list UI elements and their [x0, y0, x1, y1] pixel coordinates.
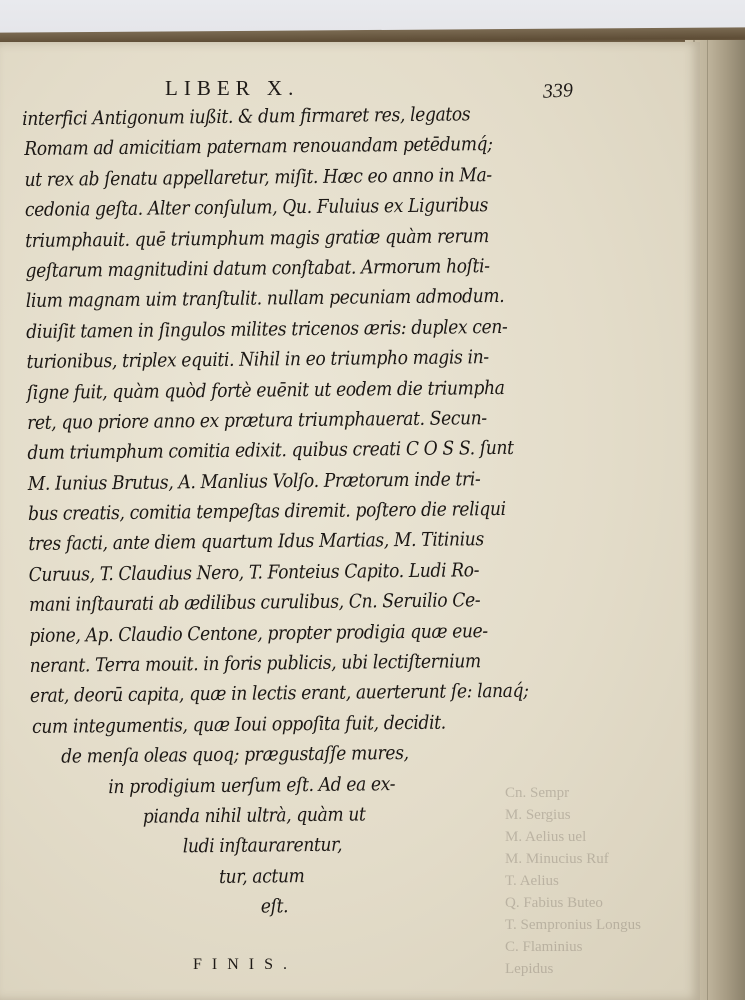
text-line: triumphauit. quē triumphum magis gratiæ quàm rerum	[25, 224, 490, 252]
text-line: pione, Ap. Claudio Centone, propter prodigia quæ eue-	[29, 619, 488, 647]
text-line: Romam ad amicitiam paternam renouandam petēdumq́;	[24, 133, 493, 161]
text-line: erat, deorū capita, quæ in lectis erant, auerterunt ſe: lanaq́;	[29, 680, 529, 708]
bleed-through-line: Cn. Sempr	[505, 785, 570, 801]
text-line: de menſa oleas quoq; prægustaſſe mures,	[61, 742, 409, 768]
text-line: cum integumentis, quæ Ioui oppoſita fuit, decidit.	[32, 711, 446, 738]
text-line: pianda nihil ultrà, quàm ut	[142, 803, 366, 828]
bleed-through-line: C. Flaminius	[505, 939, 583, 955]
text-line: dum triumphum comitia edixit. quibus creati C O S S. ſunt	[27, 437, 514, 465]
text-line: ut rex ab ſenatu appellaretur, miſit. Hæc eo anno in Ma-	[24, 163, 492, 191]
text-line: lium magnam uim tranſtulit. nullam pecuniam admodum.	[25, 285, 505, 313]
text-line: cedonia geſta. Alter conſulum, Qu. Fuluius ex Liguribus	[24, 194, 489, 222]
bleed-through-line: Lepidus	[505, 961, 554, 977]
text-line: ſigne fuit, quàm quòd fortè euēnit ut eodem die triumpha	[26, 376, 505, 404]
bleed-through-line: M. Aelius uel	[505, 829, 587, 845]
text-line: in prodigium uerſum eſt. Ad ea ex-	[108, 772, 396, 798]
text-line: mani inſtaurati ab ædilibus curulibus, Cn. Seruilio Ce-	[28, 589, 481, 617]
bleed-through-line: Q. Fabius Buteo	[505, 895, 603, 911]
bleed-through-line: M. Minucius Ruf	[505, 851, 609, 867]
text-line: Curuus, T. Claudius Nero, T. Fonteius Capito. Ludi Ro-	[28, 559, 480, 586]
text-line: M. Iunius Brutus, A. Manlius Volſo. Prætorum inde tri-	[27, 467, 481, 495]
bleed-through-line: M. Sergius	[505, 807, 571, 823]
text-line: ludi inſtaurarentur,	[182, 834, 343, 858]
text-line: turionibus, triplex equiti. Nihil in eo triumpho magis in-	[26, 346, 489, 374]
text-line: geſtarum magnitudini datum conſtabat. Armorum hoſti-	[25, 255, 490, 282]
text-line: eſt.	[260, 895, 289, 918]
page-number: 339	[542, 79, 574, 103]
body-text	[22, 97, 671, 924]
finis-colophon: FINIS.	[193, 956, 298, 973]
text-line: tres facti, ante diem quartum Idus Martias, M. Titinius	[28, 528, 484, 556]
text-line: nerant. Terra mouit. in foris publicis, ubi lectiſternium	[29, 650, 481, 677]
bleed-through-line: T. Aelius	[505, 873, 559, 889]
bleed-through-line: T. Sempronius Longus	[505, 917, 641, 933]
text-line: diuiſit tamen in ſingulos milites tricenos æris: duplex cen-	[26, 315, 508, 343]
book-page	[0, 42, 700, 1000]
text-line: interfici Antigonum iußit. & dum firmaret res, legatos	[22, 103, 471, 130]
text-line: bus creatis, comitia tempeſtas diremit. poſtero die reliqui	[27, 498, 506, 526]
text-line: ret, quo priore anno ex prætura triumphauerat. Secun-	[27, 407, 487, 434]
text-line: tur, actum	[218, 864, 305, 888]
running-title: LIBER X.	[165, 76, 300, 100]
